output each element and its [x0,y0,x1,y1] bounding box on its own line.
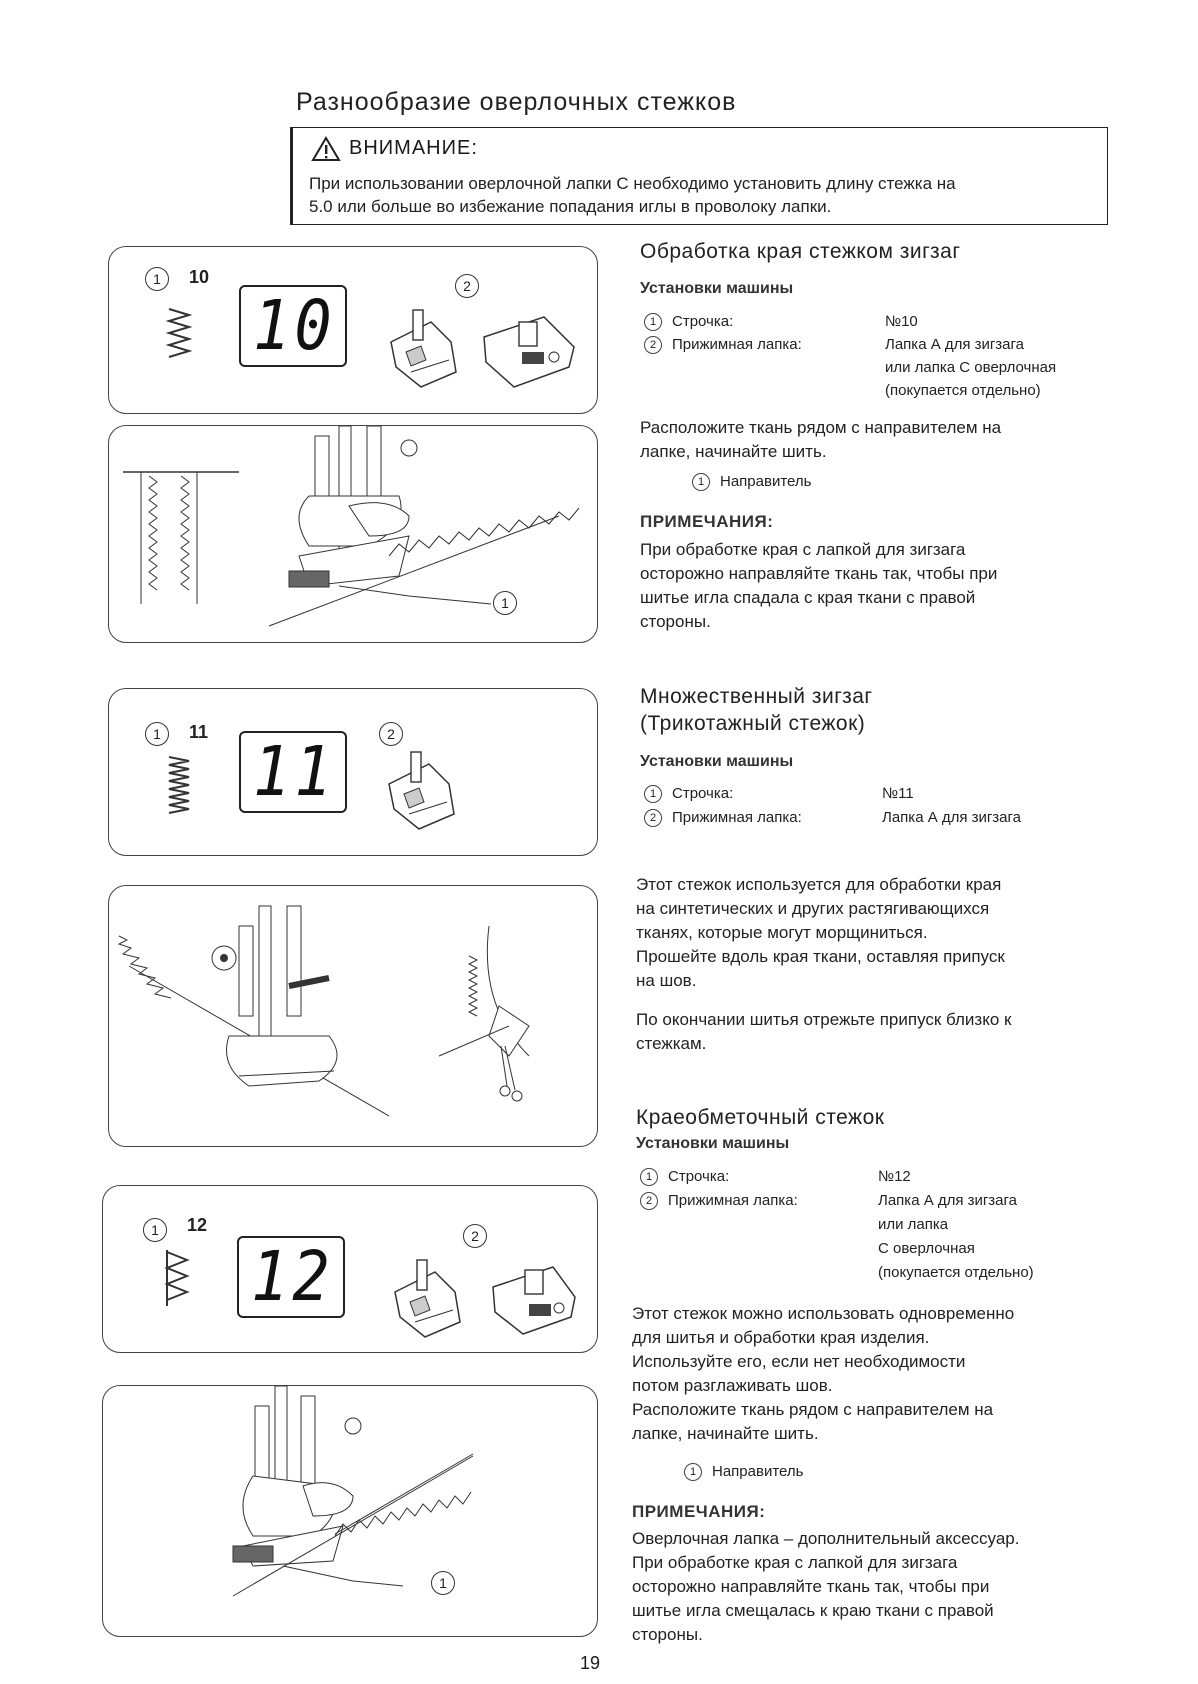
sewing-zigzag-illustration [109,426,599,644]
number-circle: 2 [644,336,662,354]
number-circle: 2 [379,722,403,746]
number-circle: 2 [455,274,479,298]
section1-body-1: Расположите ткань рядом с направителем на [640,418,1002,437]
sewing-overedge-illustration [103,1386,599,1638]
section1-setting-stitch [644,311,733,332]
warning-line-1: При использовании оверлочной лапки С необходимо установить длину стежка на [309,174,956,193]
setting-label: Строчка: [672,785,734,802]
stitch-number: 12 [187,1215,208,1235]
section3-note-3: осторожно направляйте ткань так, чтобы при [632,1577,990,1596]
panel-sewing-11 [108,885,598,1147]
number-circle: 1 [692,473,710,491]
section3-note-2: При обработке края с лапкой для зигзага [632,1553,958,1572]
section1-setting-foot-value-2: или лапка С оверлочная [885,359,1057,376]
section2-setting-foot-value: Лапка А для зигзага [882,809,1021,826]
section3-body-2: для шитья и обработки края изделия. [632,1328,930,1347]
section1-note-2: осторожно направляйте ткань так, чтобы при [640,564,998,583]
panel-sewing-12 [102,1385,598,1637]
section1-note-4: стороны. [640,612,711,631]
number-circle: 2 [640,1192,658,1210]
section1-note-heading: ПРИМЕЧАНИЯ: [640,512,774,531]
zigzag-stitch-icon [151,303,211,383]
callout-number: 1 [431,1571,455,1595]
section2-setting-stitch-value: №11 [882,785,914,802]
section2-body-2: на синтетических и других растягивающихся [636,899,990,918]
panel-settings-11 [108,688,598,856]
section3-body-1: Этот стежок можно использовать одновременно [632,1304,1015,1323]
lcd-value: 10 [253,285,336,366]
section3-setting-foot [640,1190,798,1211]
overcast-foot-c-icon [483,1252,583,1342]
page-number: 19 [580,1653,601,1673]
section1-setting-foot-value-1: Лапка А для зигзага [885,336,1024,353]
number-circle: 1 [644,785,662,803]
number-circle: 2 [463,1224,487,1248]
section3-body-5: Расположите ткань рядом с направителем на [632,1400,994,1419]
section3-note-5: стороны. [632,1625,703,1644]
section2-body-1: Этот стежок используется для обработки края [636,875,1002,894]
lcd-value: 11 [253,731,336,812]
section3-heading: Краеобметочный стежок [636,1106,885,1129]
number-circle: 1 [644,313,662,331]
section1-setting-foot-value-3: (покупается отдельно) [885,382,1041,399]
sewing-multi-zigzag-illustration [109,886,599,1148]
lcd-display [237,1236,345,1318]
legend-text: Направитель [720,473,812,490]
section3-setting-foot-value-3: С оверлочная [878,1240,975,1257]
section3-note-heading: ПРИМЕЧАНИЯ: [632,1502,766,1521]
panel-settings-10 [108,246,598,414]
legend-text: Направитель [712,1463,804,1480]
section3-setting-foot-value-1: Лапка А для зигзага [878,1192,1017,1209]
setting-label: Строчка: [672,313,734,330]
section2-heading-2: (Трикотажный стежок) [640,712,866,735]
lcd-value: 12 [251,1236,334,1317]
lcd-display [239,731,347,813]
section1-note-1: При обработке края с лапкой для зигзага [640,540,966,559]
section2-heading-1: Множественный зигзаг [640,685,873,708]
section3-setting-stitch-value: №12 [878,1168,911,1185]
number-circle: 1 [145,267,169,291]
setting-label: Строчка: [668,1168,730,1185]
overcast-foot-c-icon [474,302,584,392]
warning-heading: ВНИМАНИЕ: [349,137,478,159]
lcd-display [239,285,347,367]
section1-setting-stitch-value: №10 [885,313,918,330]
section3-setting-stitch [640,1166,729,1187]
section1-settings-title: Установки машины [640,280,794,297]
section1-heading: Обработка края стежком зигзаг [640,240,961,263]
section2-body2-1: По окончании шитья отрежьте припуск близко к [636,1010,1012,1029]
warning-triangle-icon [311,136,341,162]
section2-settings-title: Установки машины [640,753,794,770]
setting-label: Прижимная лапка: [672,336,802,353]
section1-setting-foot [644,334,802,355]
stitch-number: 10 [189,267,210,287]
number-circle: 1 [684,1463,702,1481]
section3-setting-foot-value-2: или лапка [878,1216,949,1233]
section3-note-4: шитье игла смещалась к краю ткани с правой [632,1601,994,1620]
section3-setting-foot-value-4: (покупается отдельно) [878,1264,1034,1281]
setting-label: Прижимная лапка: [672,809,802,826]
section3-body-3: Используйте его, если нет необходимости [632,1352,966,1371]
section3-note-1: Оверлочная лапка – дополнительный аксессуар. [632,1529,1020,1548]
section1-note-3: шитье игла спадала с края ткани с правой [640,588,976,607]
warning-line-2: 5.0 или больше во избежание попадания иглы в проволоку лапки. [309,197,832,216]
section2-body-5: на шов. [636,971,697,990]
setting-label: Прижимная лапка: [668,1192,798,1209]
section1-legend [692,471,811,492]
section2-body2-2: стежкам. [636,1034,707,1053]
overedge-stitch-icon [149,1246,209,1326]
page-title: Разнообразие оверлочных стежков [296,88,737,116]
multi-zigzag-stitch-icon [151,751,211,831]
section2-body-4: Прошейте вдоль края ткани, оставляя припуск [636,947,1005,966]
callout-number: 1 [493,591,517,615]
zigzag-foot-a-icon [369,744,469,834]
section2-body-3: тканях, которые могут морщиниться. [636,923,928,942]
section3-settings-title: Установки машины [636,1135,790,1152]
zigzag-foot-a-icon [371,302,471,392]
panel-sewing-10 [108,425,598,643]
section2-setting-foot [644,807,802,828]
stitch-number: 11 [189,722,209,742]
section2-setting-stitch [644,783,733,804]
number-circle: 2 [644,809,662,827]
section3-legend [684,1461,803,1482]
number-circle: 1 [145,722,169,746]
number-circle: 1 [640,1168,658,1186]
section1-body-2: лапке, начинайте шить. [640,442,827,461]
panel-settings-12 [102,1185,598,1353]
warning-box [290,127,1108,225]
zigzag-foot-a-icon [375,1252,475,1342]
section3-body-6: лапке, начинайте шить. [632,1424,819,1443]
section3-body-4: потом разглаживать шов. [632,1376,833,1395]
number-circle: 1 [143,1218,167,1242]
